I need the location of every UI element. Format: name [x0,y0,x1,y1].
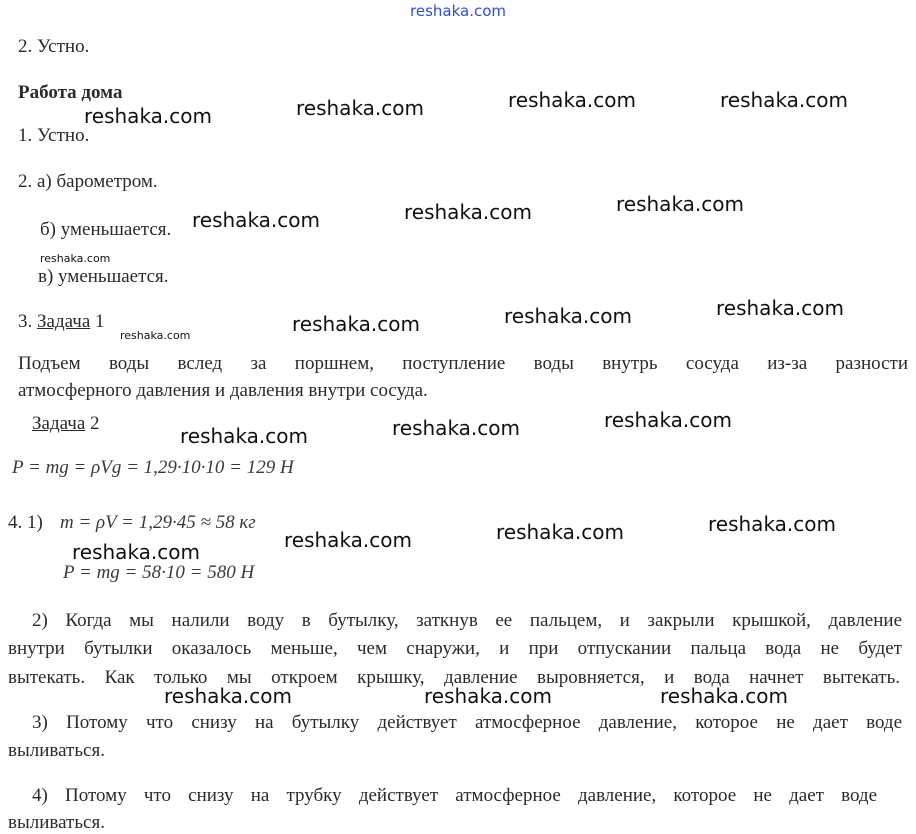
watermark: reshaka.com [604,408,732,432]
watermark: reshaka.com [424,684,552,708]
task-1-label: Задача [37,311,91,332]
watermark: reshaka.com [84,104,212,128]
watermark: reshaka.com [392,416,520,440]
formula-weight: P = mg = ρVg = 1,29·10·10 = 129 Н [12,457,294,478]
watermark: reshaka.com [284,528,412,552]
line-oral-1: 2. Устно. [18,36,90,57]
task-2-label: Задача [32,413,86,434]
line-task-1 [18,311,105,333]
paragraph-3-line-2: выливаться. [8,740,105,761]
paragraph-3-line-1: 3) Потому что снизу на бутылку действует атмосферное давление, которое не дает воде [32,712,902,733]
watermark-small: reshaka.com [120,329,191,342]
line-oral-2: 1. Устно. [18,125,90,146]
watermark: reshaka.com [164,684,292,708]
line-task-2 [32,413,100,435]
paragraph-1-line-1: Подъем воды вслед за поршнем, поступление воды внутрь сосуда из-за разности [18,353,908,374]
watermark: reshaka.com [504,304,632,328]
watermark: reshaka.com [292,312,420,336]
paragraph-2-line-1: 2) Когда мы налили воду в бутылку, заткнув ее пальцем, и закрыли крышкой, давление [32,610,902,631]
watermark: reshaka.com [660,684,788,708]
line-item-4: 4. 1) [8,512,43,533]
line-decreases-c: в) уменьшается. [38,266,169,287]
watermark-top: reshaka.com [410,2,506,20]
watermark-small: reshaka.com [40,252,111,265]
watermark: reshaka.com [708,512,836,536]
formula-weight-2: P = mg = 58·10 = 580 Н [63,562,255,583]
formula-mass: m = ρV = 1,29·45 ≈ 58 кг [60,512,256,533]
item-number: 3. [18,311,37,332]
watermark: reshaka.com [296,96,424,120]
line-barometer: 2. а) барометром. [18,171,158,192]
watermark: reshaka.com [616,192,744,216]
paragraph-2-line-2: внутри бутылки оказалось меньше, чем снаружи, и при отпускании пальца вода не будет [8,638,902,659]
paragraph-2-line-3: вытекать. Как только мы откроем крышку, давление выровняется, и вода начнет вытекать. [8,667,900,688]
watermark: reshaka.com [496,520,624,544]
line-decreases-b: б) уменьшается. [40,219,172,240]
watermark: reshaka.com [72,540,200,564]
task-2-number: 2 [85,413,100,434]
paragraph-1-line-2: атмосферного давления и давления внутри сосуда. [18,380,428,401]
watermark: reshaka.com [404,200,532,224]
watermark: reshaka.com [192,208,320,232]
watermark: reshaka.com [508,88,636,112]
section-heading: Работа дома [18,82,123,103]
watermark: reshaka.com [716,296,844,320]
watermark: reshaka.com [720,88,848,112]
task-1-number: 1 [90,311,105,332]
watermark: reshaka.com [180,424,308,448]
paragraph-4-line-1: 4) Потому что снизу на трубку действует атмосферное давление, которое не дает воде [32,785,877,806]
paragraph-4-line-2: выливаться. [8,812,105,833]
